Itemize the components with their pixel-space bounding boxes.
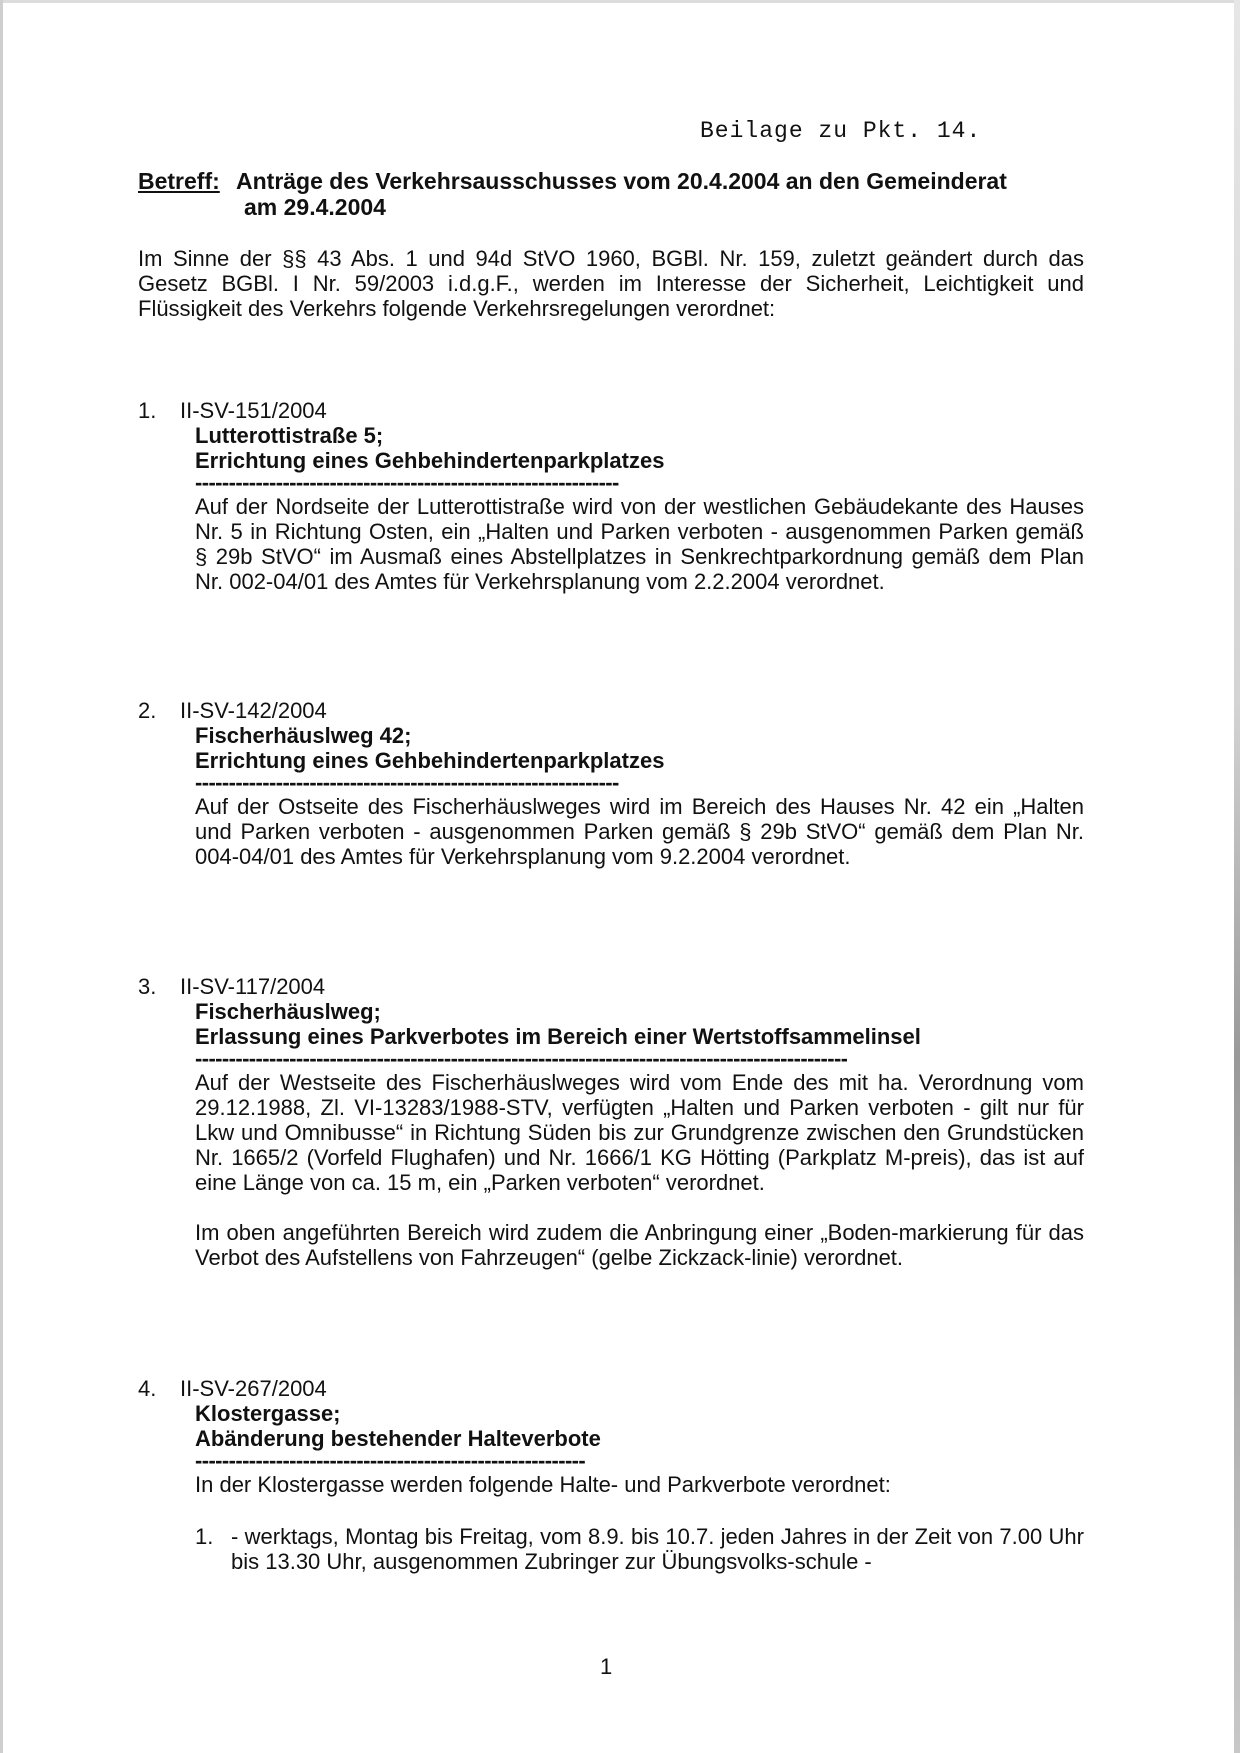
sub-list-text: - werktags, Montag bis Freitag, vom 8.9. bis 10.7. jeden Jahres in der Zeit von 7.00 Uhr bis 13.30 Uhr, ausgenommen Zubringer zur Übungsvolks-schule - <box>231 1524 1084 1574</box>
item-number: 1. <box>138 398 157 423</box>
item-title-line-1: Lutterottistraße 5; <box>195 423 384 448</box>
item-code: II-SV-267/2004 <box>180 1376 327 1401</box>
item-body: Auf der Westseite des Fischerhäuslweges wird vom Ende des mit ha. Verordnung vom 29.12.1988, Zl. VI-13283/1988-STV, verfügten „Halten und Parken verboten - gilt nur für Lkw und Omnibusse“ in Richtung Süden bis zur Grundgrenze zwischen den Grundstücken Nr. 1665/2 (Vorfeld Flughafen) und Nr. 1666/1 KG Hötting (Parkplatz M-preis), das ist auf eine Länge von ca. 15 m, ein „Parken verboten“ verordnet. <box>195 1070 1084 1195</box>
item-title-line-1: Klostergasse; <box>195 1401 341 1426</box>
item-body: In der Klostergasse werden folgende Halte- und Parkverbote verordnet: <box>195 1472 891 1497</box>
beilage-header: Beilage zu Pkt. 14. <box>700 118 982 144</box>
betreff-block <box>138 168 1098 220</box>
betreff-label: Betreff: <box>138 168 220 194</box>
item-title <box>195 999 1095 1049</box>
item-body: Auf der Ostseite des Fischerhäuslweges wird im Bereich des Hauses Nr. 42 ein „Halten und Parken verboten - ausgenommen Parken gemäß § 29b StVO“ gemäß dem Plan Nr. 004-04/01 des Amtes für Verkehrsplanung vom 9.2.2004 verordnet. <box>195 794 1084 869</box>
item-title-line-2: Erlassung eines Parkverbotes im Bereich einer Wertstoffsammelinsel <box>195 1024 921 1049</box>
item-separator: ---------------------------------------------------------- <box>195 1454 586 1473</box>
item-code: II-SV-142/2004 <box>180 698 327 723</box>
item-title-line-2: Abänderung bestehender Halteverbote <box>195 1426 601 1451</box>
item-code: II-SV-117/2004 <box>180 974 326 999</box>
scan-edge-left <box>0 0 3 1753</box>
item-code: II-SV-151/2004 <box>180 398 327 423</box>
sub-list-number: 1. <box>195 1524 214 1549</box>
item-title <box>195 423 1095 473</box>
scan-edge-right <box>1234 0 1240 1753</box>
item-title <box>195 1401 1095 1451</box>
item-number: 3. <box>138 974 157 999</box>
betreff-line-2: am 29.4.2004 <box>244 194 386 220</box>
item-number: 4. <box>138 1376 157 1401</box>
item-number: 2. <box>138 698 157 723</box>
item-separator: --------------------------------------------------------------- <box>195 776 619 795</box>
betreff-text <box>236 168 1116 220</box>
item-body: Auf der Nordseite der Lutterottistraße wird von der westlichen Gebäudekante des Hauses Nr. 5 in Richtung Osten, ein „Halten und Parken verboten - ausgenommen Parken gemäß § 29b StVO“ im Ausmaß eines Abstellplatzes in Senkrechtparkordnung gemäß dem Plan Nr. 002-04/01 des Amtes für Verkehrsplanung vom 2.2.2004 verordnet. <box>195 494 1084 594</box>
item-title-line-1: Fischerhäuslweg 42; <box>195 723 412 748</box>
item-separator: ------------------------------------------------------------------------------------------------- <box>195 1052 848 1071</box>
page-number: 1 <box>600 1654 613 1679</box>
item-separator: --------------------------------------------------------------- <box>195 476 619 495</box>
item-title-line-1: Fischerhäuslweg; <box>195 999 381 1024</box>
scan-edge-top <box>0 0 1240 3</box>
item-title <box>195 723 1095 773</box>
item-body-continuation: Im oben angeführten Bereich wird zudem die Anbringung einer „Boden-markierung für das Verbot des Aufstellens von Fahrzeugen“ (gelbe Zickzack-linie) verordnet. <box>195 1220 1084 1270</box>
intro-paragraph: Im Sinne der §§ 43 Abs. 1 und 94d StVO 1960, BGBl. Nr. 159, zuletzt geändert durch das Gesetz BGBl. I Nr. 59/2003 i.d.g.F., werden im Interesse der Sicherheit, Leichtigkeit und Flüssigkeit des Verkehrs folgende Verkehrsregelungen verordnet: <box>138 246 1084 321</box>
item-title-line-2: Errichtung eines Gehbehindertenparkplatzes <box>195 748 665 773</box>
item-title-line-2: Errichtung eines Gehbehindertenparkplatzes <box>195 448 665 473</box>
betreff-line-1: Anträge des Verkehrsausschusses vom 20.4.2004 an den Gemeinderat <box>236 168 1007 194</box>
